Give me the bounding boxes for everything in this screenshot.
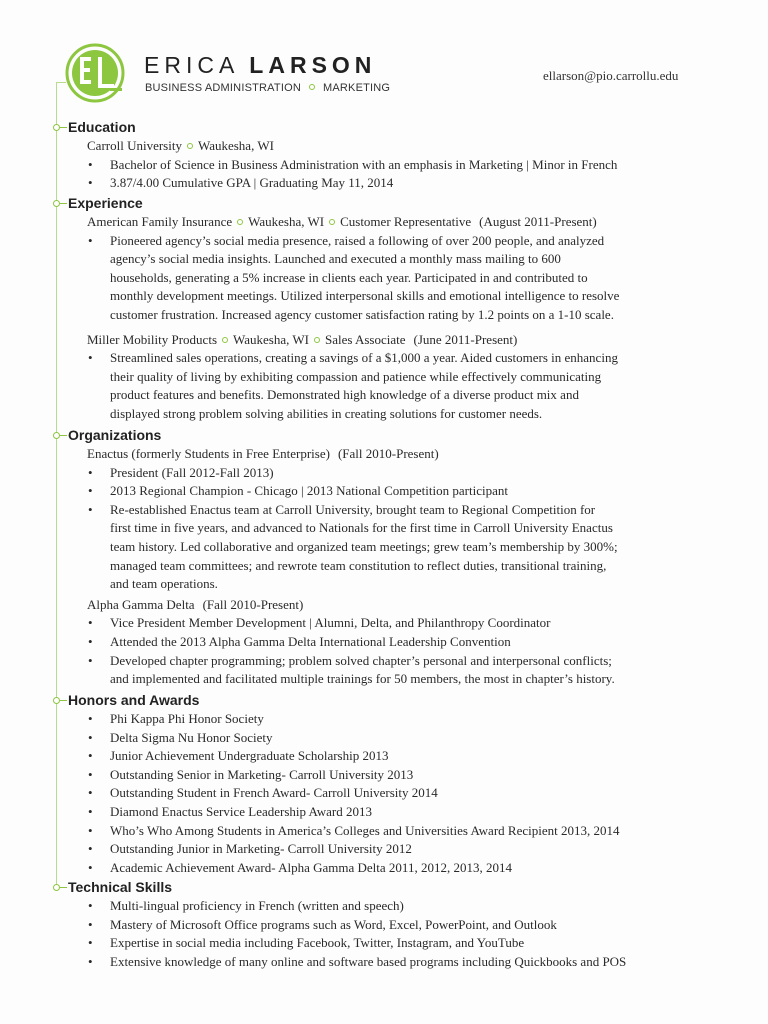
list-item: • Bachelor of Science in Business Administration with an emphasis in Marketing | Minor in French (88, 156, 617, 175)
monogram-logo (64, 40, 130, 106)
major-1: BUSINESS ADMINISTRATION (145, 82, 301, 94)
org-bullets (56, 464, 618, 594)
list-item: • Who’s Who Among Students in America’s Colleges and Universities Award Recipient 2013, 2014 (88, 822, 619, 841)
list-item: • Vice President Member Development | Alumni, Delta, and Philanthropy Coordinator (88, 614, 618, 633)
list-item: • Developed chapter programming; problem solved chapter’s personal and interpersonal conflicts; and implemented and facilitated multiple trainings for 50 members, the most in chapter’s history. (88, 652, 618, 689)
timeline-stub (56, 82, 66, 83)
list-item: • Delta Sigma Nu Honor Society (88, 729, 619, 748)
tagline (145, 82, 390, 94)
section-heading: Organizations (56, 426, 618, 445)
school-line: Carroll University Waukesha, WI (87, 138, 274, 153)
experience-section (56, 194, 619, 424)
job-line: American Family Insurance Waukesha, WI Customer Representative (August 2011-Present) (87, 214, 597, 229)
list-item: • Attended the 2013 Alpha Gamma Delta International Leadership Convention (88, 633, 618, 652)
list-item: • 2013 Regional Champion - Chicago | 2013 National Competition participant (88, 482, 618, 501)
list-item: • Outstanding Junior in Marketing- Carroll University 2012 (88, 840, 619, 859)
email-address[interactable]: ellarson@pio.carrollu.edu (543, 68, 679, 83)
section-heading: Honors and Awards (56, 691, 619, 710)
list-item: • Streamlined sales operations, creating a savings of a $1,000 a year. Aided customers in enhancing their quality of living by exhibiting compassion and patience while effectively communicating product features and benefits. Demonstrated high knowledge of a diverse product mix and displayed strong problem solving abilities in creating solutions for customer needs. (88, 349, 619, 423)
section-heading: Technical Skills (56, 878, 626, 897)
list-item: • Mastery of Microsoft Office programs such as Word, Excel, PowerPoint, and Outlook (88, 916, 626, 935)
list-item: • Diamond Enactus Service Leadership Award 2013 (88, 803, 619, 822)
skills-section (56, 878, 626, 971)
organizations-section (56, 426, 618, 689)
honors-section (56, 691, 619, 877)
separator-dot-icon (222, 337, 228, 343)
job-line: Miller Mobility Products Waukesha, WI Sales Associate (June 2011-Present) (87, 331, 518, 347)
first-name: ERICA (144, 52, 240, 78)
skills-list (56, 897, 626, 971)
org-line: Enactus (formerly Students in Free Enterprise) (Fall 2010-Present) (87, 446, 439, 461)
separator-dot-icon (309, 84, 315, 90)
org-line: Alpha Gamma Delta (Fall 2010-Present) (87, 596, 304, 612)
section-heading: Education (56, 118, 617, 137)
org-bullets (56, 614, 618, 688)
timeline-node-icon (53, 884, 60, 891)
major-2: MARKETING (322, 82, 391, 94)
list-item: • Multi-lingual proficiency in French (written and speech) (88, 897, 626, 916)
candidate-name (144, 52, 376, 79)
list-item: • President (Fall 2012-Fall 2013) (88, 464, 618, 483)
timeline-node-icon (53, 432, 60, 439)
last-name: LARSON (249, 52, 377, 78)
separator-dot-icon (329, 219, 335, 225)
list-item: • Academic Achievement Award- Alpha Gamma Delta 2011, 2012, 2013, 2014 (88, 859, 619, 878)
list-item: • Outstanding Student in French Award- Carroll University 2014 (88, 784, 619, 803)
list-item: • 3.87/4.00 Cumulative GPA | Graduating May 11, 2014 (88, 174, 617, 193)
job-description (56, 349, 619, 423)
list-item: • Re-established Enactus team at Carroll University, brought team to Regional Competition for first time in five years, and advanced to Nationals for the first time in Carroll University Enactus team history. Led collaborative and organized team meetings; grew team’s membership by 300%; managed team committees; and rewrote team constitution to reflect duties, transitional training, and team operations. (88, 501, 618, 594)
separator-dot-icon (314, 337, 320, 343)
section-heading: Experience (56, 194, 619, 213)
list-item: • Pioneered agency’s social media presence, raised a following of over 200 people, and analyzed agency’s social media insights. Launched and executed a monthly mass mailing to 600 households, generating a 5% increase in clients each year. Participated in and contributed to monthly development meetings. Utilized interpersonal skills and emotional intelligence to resolve customer frustration. Increased agency customer satisfaction rating by 1.2 points on a 1-10 scale. (88, 232, 619, 325)
honors-list (56, 710, 619, 877)
separator-dot-icon (237, 219, 243, 225)
job-description (56, 232, 619, 325)
education-section (56, 118, 617, 193)
list-item: • Expertise in social media including Facebook, Twitter, Instagram, and YouTube (88, 934, 626, 953)
education-bullets (56, 156, 617, 193)
timeline-node-icon (53, 124, 60, 131)
list-item: • Outstanding Senior in Marketing- Carroll University 2013 (88, 766, 619, 785)
separator-dot-icon (187, 143, 193, 149)
timeline-node-icon (53, 200, 60, 207)
list-item: • Junior Achievement Undergraduate Scholarship 2013 (88, 747, 619, 766)
timeline-node-icon (53, 697, 60, 704)
list-item: • Extensive knowledge of many online and software based programs including Quickbooks and POS (88, 953, 626, 972)
list-item: • Phi Kappa Phi Honor Society (88, 710, 619, 729)
